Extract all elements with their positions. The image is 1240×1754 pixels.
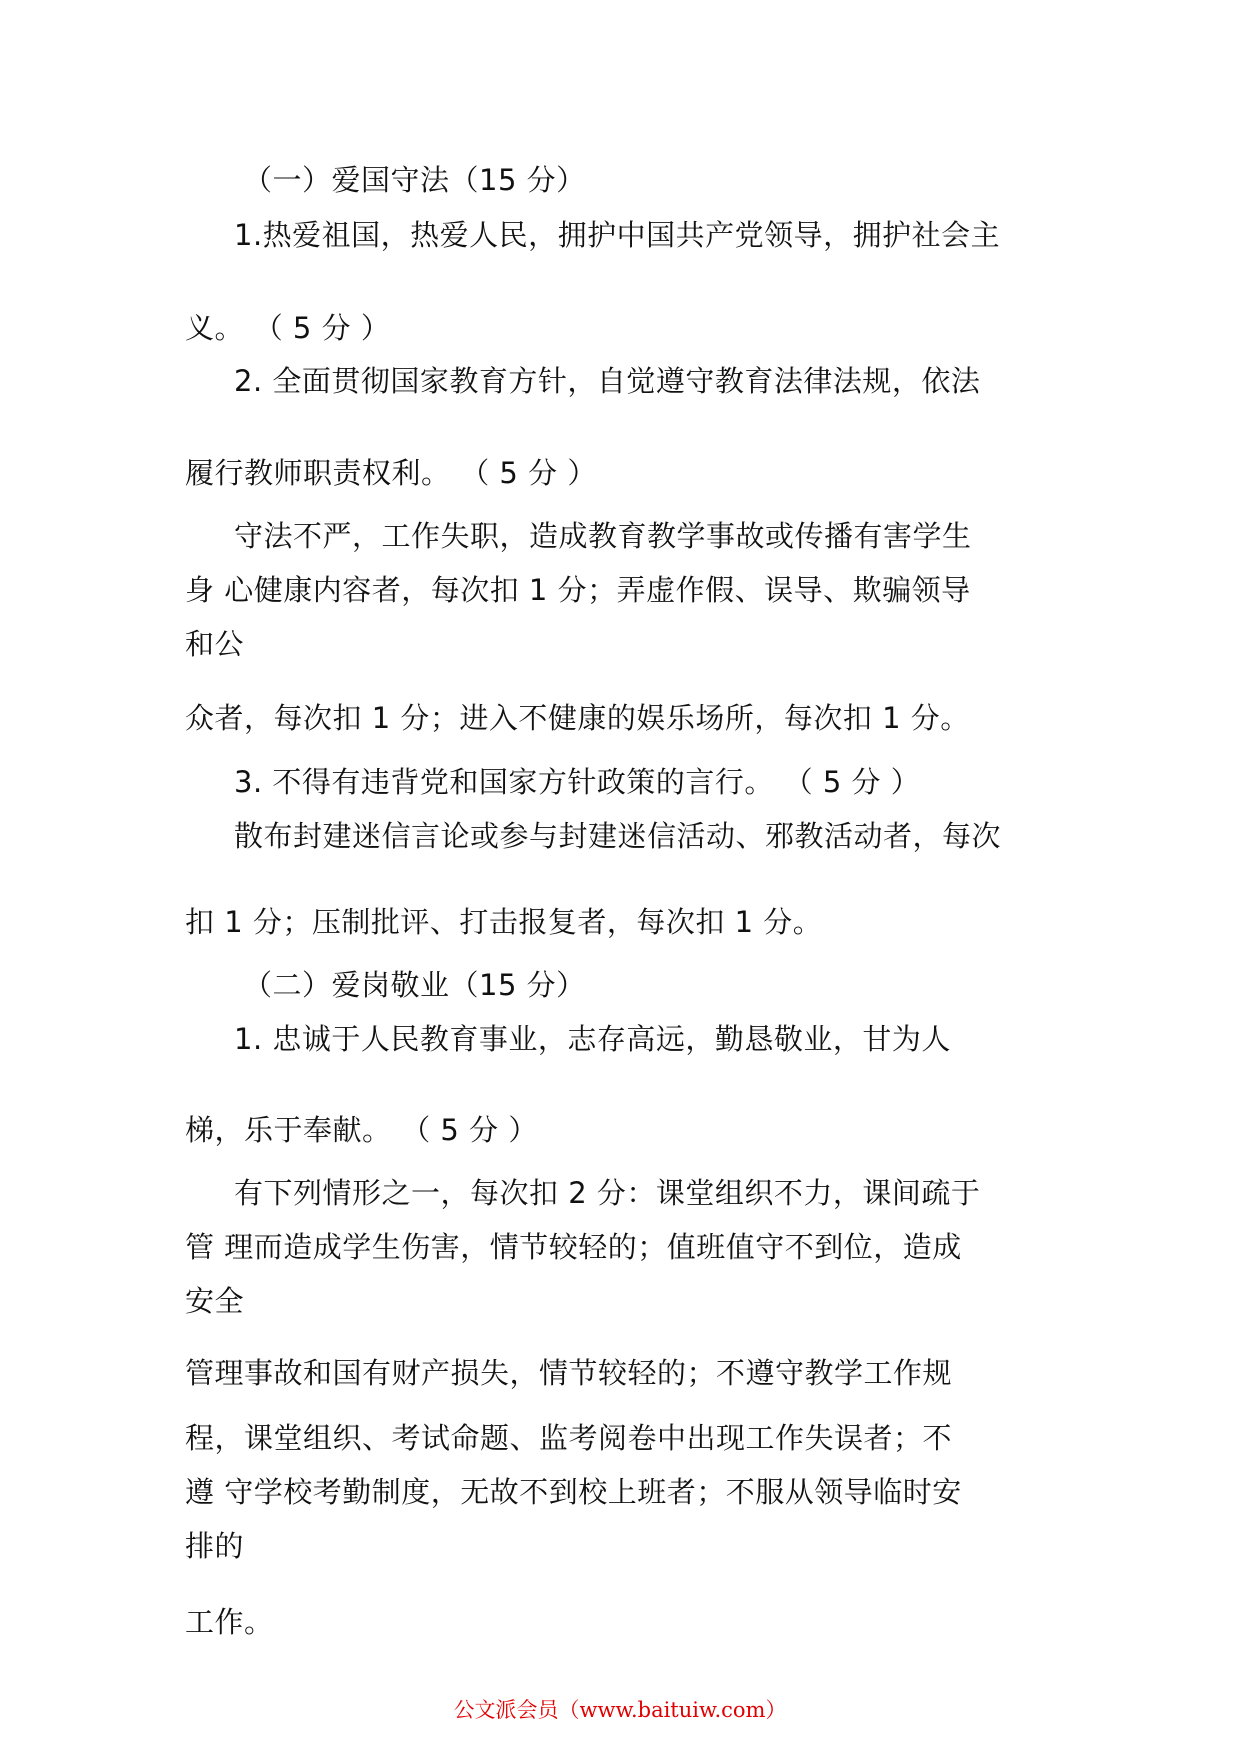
- paragraph-line: 1. 忠诚于人民教育事业，志存高远，勤恳敬业，甘为人: [234, 1022, 951, 1056]
- paragraph-line: 安全: [185, 1284, 245, 1318]
- paragraph-line: 履行教师职责权利。 （ 5 分 ）: [185, 456, 597, 490]
- paragraph-line: 3. 不得有违背党和国家方针政策的言行。 （ 5 分 ）: [234, 765, 921, 799]
- paragraph-line: 有下列情形之一，每次扣 2 分：课堂组织不力，课间疏于: [234, 1176, 981, 1210]
- paragraph-line: 2. 全面贯彻国家教育方针，自觉遵守教育法律法规，依法: [234, 364, 981, 398]
- paragraph-line: 身 心健康内容者，每次扣 1 分；弄虚作假、误导、欺骗领导: [185, 573, 971, 607]
- paragraph-line: 和公: [185, 627, 245, 661]
- section-heading-1: （一）爱国守法（15 分）: [243, 163, 586, 197]
- section-heading-2: （二）爱岗敬业（15 分）: [243, 968, 586, 1002]
- paragraph-line: 扣 1 分；压制批评、打击报复者，每次扣 1 分。: [185, 905, 823, 939]
- paragraph-line: 管 理而造成学生伤害，情节较轻的；值班值守不到位，造成: [185, 1230, 962, 1264]
- paragraph-line: 管理事故和国有财产损失，情节较轻的；不遵守教学工作规: [185, 1356, 953, 1390]
- paragraph-line: 程，课堂组织、考试命题、监考阅卷中出现工作失误者；不: [185, 1421, 953, 1455]
- paragraph-line: 排的: [185, 1529, 245, 1563]
- paragraph-line: 工作。: [185, 1605, 274, 1639]
- paragraph-line: 1.热爱祖国，热爱人民，拥护中国共产党领导，拥护社会主: [234, 218, 1001, 252]
- paragraph-line: 义。 （ 5 分 ）: [185, 311, 391, 345]
- paragraph-line: 遵 守学校考勤制度，无故不到校上班者；不服从领导临时安: [185, 1475, 962, 1509]
- paragraph-line: 散布封建迷信言论或参与封建迷信活动、邪教活动者，每次: [234, 819, 1002, 853]
- paragraph-line: 众者，每次扣 1 分；进入不健康的娱乐场所，每次扣 1 分。: [185, 701, 970, 735]
- paragraph-line: 守法不严，工作失职，造成教育教学事故或传播有害学生: [234, 519, 972, 553]
- paragraph-line: 梯，乐于奉献。 （ 5 分 ）: [185, 1113, 538, 1147]
- footer-watermark: 公文派会员（www.baituiw.com）: [453, 1698, 787, 1722]
